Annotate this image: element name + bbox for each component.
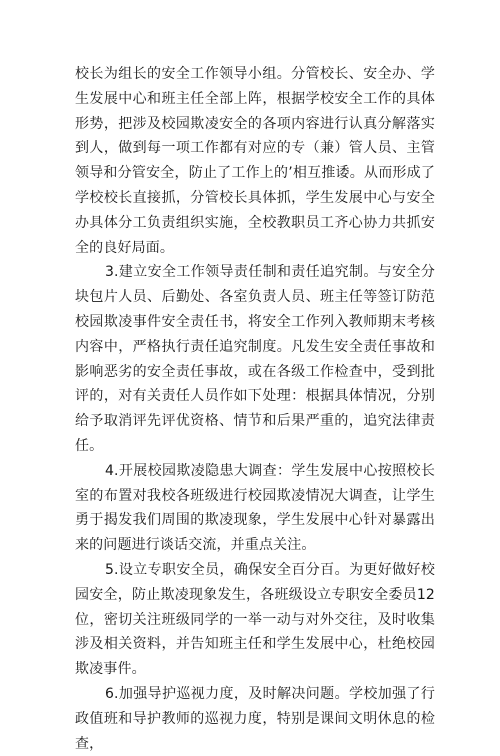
- paragraph-patrol-inspection: 6.加强导护巡视力度，及时解决问题。学校加强了行政值班和导护教师的巡视力度，特别是课间文明休息的检查，: [75, 685, 435, 752]
- paragraph-safety-officers: 5.设立专职安全员，确保安全百分百。为更好做好校园安全，防止欺凌现象发生，各班级设立专职安全委员12位，密切关注班级同学的一举一动与对外交往，及时收集涉及相关资料，并告知班主任和学生发展中心，杜绝校园欺凌事件。: [75, 561, 435, 678]
- paragraph-bullying-survey: 4.开展校园欺凌隐患大调查：学生发展中心按照校长室的布置对我校各班级进行校园欺凌情况大调查，让学生勇于揭发我们周围的欺凌现象，学生发展中心针对暴露出来的问题进行谈话交流，并重点关注。: [75, 462, 435, 554]
- paragraph-responsibility-system: 3.建立安全工作领导责任制和责任追究制。与安全分块包片人员、后勤处、各室负责人员、班主任等签订防范校园欺凌事件安全责任书，将安全工作列入教师期末考核内容中，严格执行责任追究制度。凡发生安全责任事故和影响恶劣的安全责任事故，或在各级工作检查中，受到批评的，对有关责任人员作如下处理：根据具体情况，分别给予取消评先评优资格、情节和后果严重的，追究法律责任。: [75, 264, 435, 454]
- document-body: [75, 62, 435, 756]
- paragraph-leadership-group: 校长为组长的安全工作领导小组。分管校长、安全办、学生发展中心和班主任全部上阵，根据学校安全工作的具体形势，把涉及校园欺凌安全的各项内容进行认真分解落实到人，做到每一项工作都有对应的专（兼）管人员、主管领导和分管安全，防止了工作上的’相互推诿。从而形成了学校校长直接抓，分管校长具体抓，学生发展中心与安全办具体分工负责组织实施，全校教职员工齐心协力共抓安全的良好局面。: [75, 66, 435, 256]
